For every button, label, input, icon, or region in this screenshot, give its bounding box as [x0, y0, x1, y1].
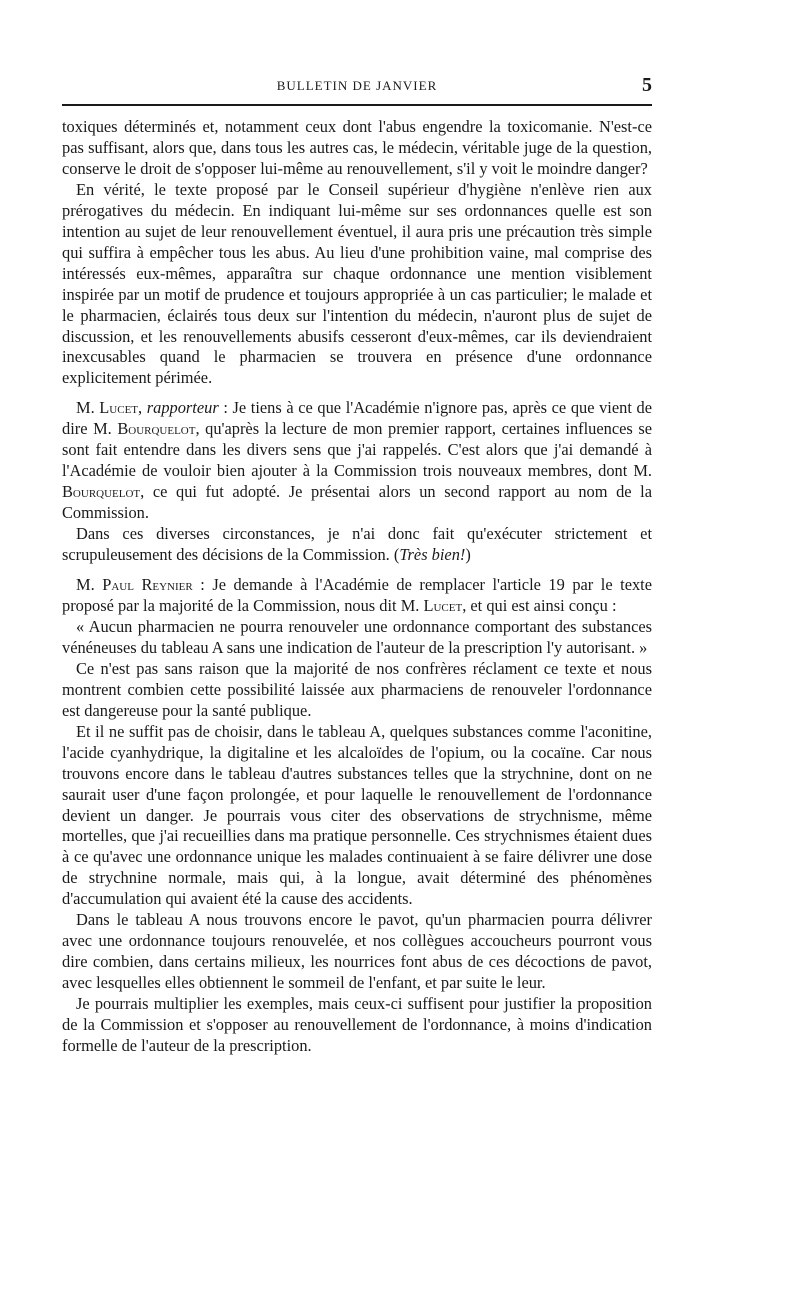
person-name: Paul Reynier: [102, 575, 193, 595]
paragraph: [62, 575, 652, 617]
paragraph: [62, 617, 652, 659]
running-title: BULLETIN DE JANVIER: [276, 78, 438, 93]
person-name: Bourquelot: [117, 419, 196, 439]
paragraph: [62, 910, 652, 994]
text-run: , qu'après la lecture de mon premier rapport, certaines influences se sont fait entendre dans les divers sens que j'ai rappelés. C'est alors que j'ai demandé à l'Académie de vouloir bien ajouter à la Commission trois nouveaux membres, dont M.: [62, 419, 652, 481]
text-run: « Aucun pharmacien ne pourra renouveler une ordonnance comportant des substances vénéneuses du tableau A sans une indication de l'auteur de la prescription l'y autorisant. »: [62, 616, 652, 657]
text-run: toxiques déterminés et, notamment ceux dont l'abus engendre la toxicomanie. N'est-ce pas suffisant, alors que, dans tous les autres cas, le médecin, véritable juge de la question, conserve le droit de s'opposer lui-même au renouvellement, s'il y voit le moindre danger?: [62, 117, 652, 178]
person-name: Lucet: [423, 595, 463, 615]
header-rule: [62, 104, 652, 106]
paragraph: [62, 180, 652, 390]
text-run: Ce n'est pas sans raison que la majorité de nos confrères réclament ce texte et nous montrent combien cette possibilité laissée aux pharmaciens de renouveler l'ordonnance est dangereuse pour la santé publique.: [62, 658, 652, 720]
italic-text: Très bien!: [399, 545, 466, 565]
text-run: Je pourrais multiplier les exemples, mais ceux-ci suffisent pour justifier la proposition de la Commission et s'opposer au renouvellement de l'ordonnance, à moins d'indication formelle de l'auteur de la prescription.: [62, 994, 652, 1055]
paragraph: [62, 722, 652, 911]
text-run: En vérité, le texte proposé par le Conseil supérieur d'hygiène n'enlève rien aux prérogatives du médecin. En indiquant lui-même sur ses ordonnances quelle est son intention au sujet de leur renouvellement éventuel, il aura pris une précaution très simple qui suffira à empêcher tous les abus. Au lieu d'une prohibition vaine, mal comprise des intéressés eux-mêmes, apparaîtra sur chaque ordonnance une mention visiblement inspirée par un motif de prudence et toujours appropriée à un cas particulier; le malade et le pharmacien, éclairés tous deux sur l'intention du médecin, n'auront plus de sujet de discussion, et les renouvellements abusifs cesseront d'eux-mêmes, car ils deviendraient inexcusables quand le pharmacien se trouvera en présence d'une ordonnance explicitement périmée.: [62, 179, 652, 388]
person-name: Lucet: [99, 398, 139, 418]
paragraph: [62, 117, 652, 180]
text-run: M.: [76, 575, 103, 595]
page-header: [62, 74, 652, 100]
text-run: Dans ces diverses circonstances, je n'ai donc fait qu'exécuter strictement et scrupuleusement des décisions de la Commission. (: [62, 524, 652, 565]
body-text: [62, 117, 652, 1057]
italic-text: rapporteur: [146, 398, 219, 418]
page-number: 5: [642, 74, 652, 96]
text-run: , ce qui fut adopté. Je présentai alors un second rapport au nom de la Commission.: [62, 482, 652, 523]
paragraph: [62, 524, 652, 566]
paragraph: [62, 398, 652, 524]
text-run: ,: [138, 398, 147, 418]
text-run: M.: [76, 398, 100, 418]
person-name: Bourquelot: [62, 482, 141, 502]
text-run: ): [465, 545, 471, 565]
paragraph: [62, 994, 652, 1057]
paragraph: [62, 659, 652, 722]
text-run: , et qui est ainsi conçu :: [462, 595, 617, 615]
text-run: Dans le tableau A nous trouvons encore le pavot, qu'un pharmacien pourra délivrer avec une ordonnance toujours renouvelée, et nos collègues accoucheurs pourront vous dire combien, dans certains milieux, les nourrices font abus de ces décoctions de pavot, avec lesquelles elles obtiennent le sommeil de l'enfant, et par suite le leur.: [62, 910, 652, 993]
text-run: : Je demande à l'Académie de remplacer l'article 19 par le texte proposé par la majorité de la Commission, nous dit M.: [62, 575, 652, 615]
text-run: Et il ne suffit pas de choisir, dans le tableau A, quelques substances comme l'aconitine, l'acide cyanhydrique, la digitaline et les alcaloïdes de l'opium, ou la cocaïne. Car nous trouvons encore dans le tableau d'autres substances telles que la strychnine, dont on ne saurait user d'une façon prolongée, et pour laquelle le renouvellement de l'ordonnance devient un danger. Je pourrais vous citer des observations de strychnisme, même mortelles, que j'ai recueillies dans ma pratique personnelle. Ces strychnismes étaient dues à ce qu'avec une ordonnance unique les malades continuaient à se faire délivrer une dose de strychnine normale, mais qui, à la longue, avait déterminé des phénomènes d'accumulation qui avaient été la cause des accidents.: [62, 721, 652, 909]
text-run: : Je tiens à ce que l'Académie n'ignore pas, après ce que vient de dire M.: [62, 398, 652, 439]
